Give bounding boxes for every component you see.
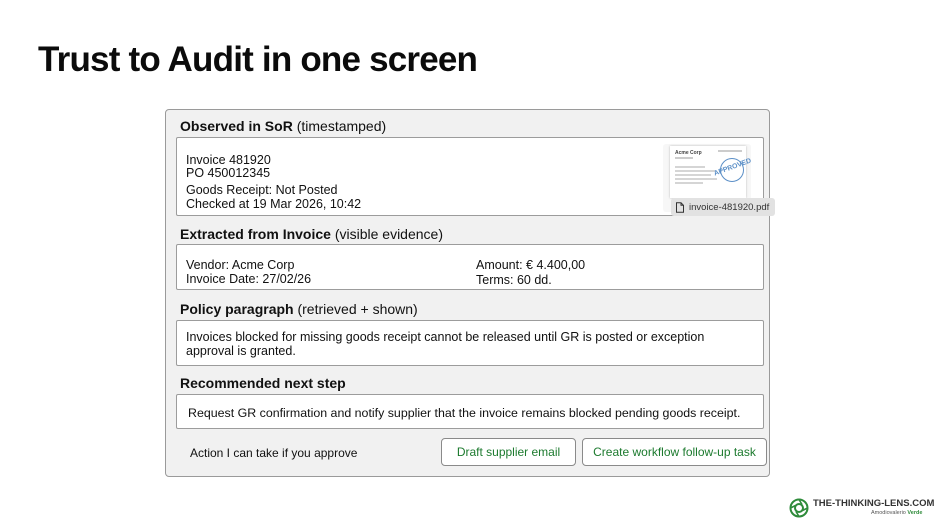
brand-subtitle [871, 510, 922, 516]
recommended-heading [180, 375, 346, 391]
page-title: Trust to Audit in one screen [38, 40, 478, 79]
approved-stamp-text: APPROVED [712, 157, 753, 178]
brand-name: THE-THINKING-LENS.COM [813, 498, 935, 509]
invoice-attachment[interactable] [663, 144, 770, 213]
pdf-filename: invoice-481920.pdf [689, 201, 770, 213]
observed-heading [180, 118, 386, 134]
policy-heading-note: (retrieved + shown) [293, 301, 418, 317]
goods-receipt-status: Goods Receipt: Not Posted [186, 183, 338, 197]
policy-heading-bold: Policy paragraph [180, 301, 294, 317]
invoice-preview-image [670, 146, 753, 198]
pdf-file-chip[interactable] [671, 198, 775, 216]
extracted-box [176, 244, 764, 290]
extracted-heading-bold: Extracted from Invoice [180, 226, 331, 242]
invoice-date-field: Invoice Date: 27/02/26 [186, 272, 312, 286]
observed-heading-bold: Observed in SoR [180, 118, 293, 134]
recommended-box [176, 394, 764, 429]
extracted-heading-note: (visible evidence) [330, 226, 443, 242]
invoice-number: Invoice 481920 [186, 153, 271, 167]
po-number: PO 450012345 [186, 166, 271, 180]
preview-header: Acme Corp [675, 150, 702, 156]
document-icon [675, 202, 685, 213]
policy-box [176, 320, 764, 366]
extracted-heading [180, 226, 443, 242]
action-label: Action I can take if you approve [190, 446, 358, 460]
lens-logo-icon [789, 498, 809, 518]
recommended-text: Request GR confirmation and notify supplier that the invoice remains blocked pending goods receipt. [188, 406, 741, 420]
policy-text-line-2: approval is granted. [186, 344, 296, 358]
brand-subtitle-name: Amodiovalerio [871, 510, 908, 516]
observed-heading-note: (timestamped) [292, 118, 387, 134]
terms-field: Terms: 60 dd. [476, 273, 552, 287]
audit-card [165, 109, 770, 477]
policy-heading [180, 301, 418, 317]
observed-box [176, 137, 770, 216]
recommended-heading-bold: Recommended next step [180, 375, 346, 391]
vendor-field: Vendor: Acme Corp [186, 258, 295, 272]
create-workflow-task-button[interactable]: Create workflow follow-up task [582, 438, 767, 466]
checked-timestamp: Checked at 19 Mar 2026, 10:42 [186, 197, 362, 211]
amount-field: Amount: € 4.400,00 [476, 258, 586, 272]
brand-subtitle-accent: Verde [907, 510, 923, 516]
policy-text-line-1: Invoices blocked for missing goods receipt cannot be released until GR is posted or exception [186, 330, 705, 344]
draft-supplier-email-button[interactable]: Draft supplier email [441, 438, 576, 466]
